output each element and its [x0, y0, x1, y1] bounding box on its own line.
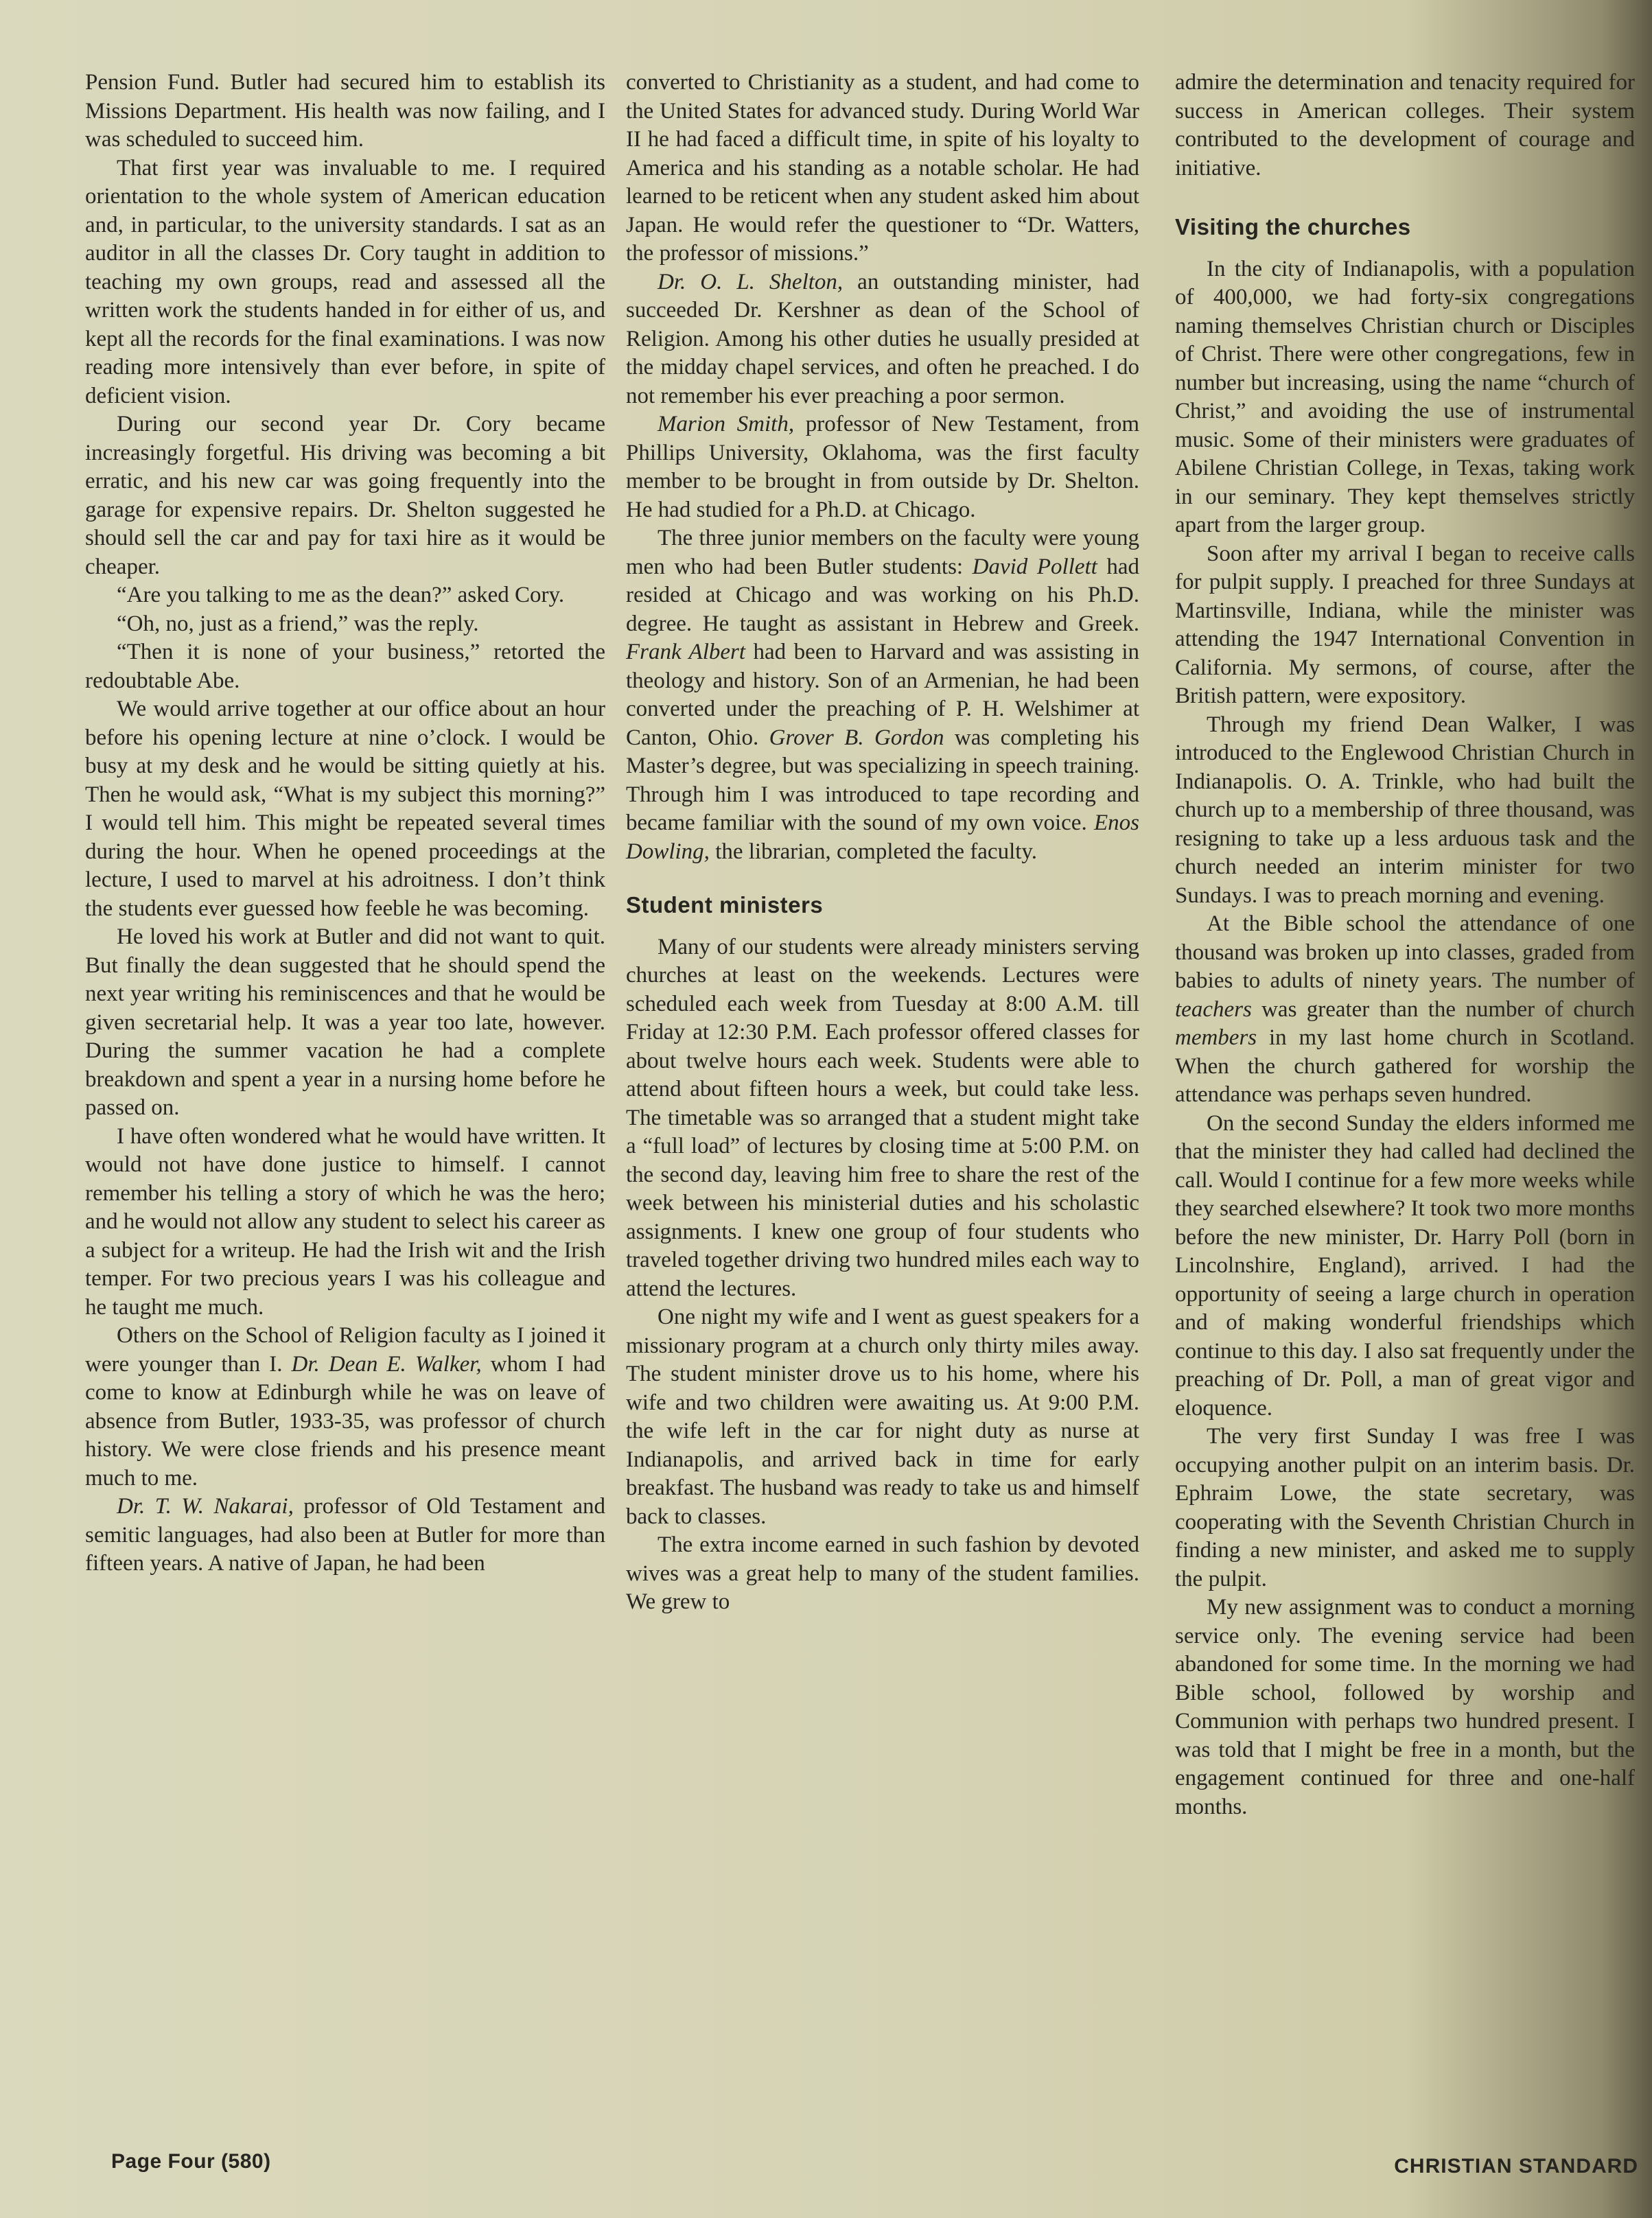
faculty-name: Frank Albert — [626, 640, 746, 664]
paragraph: “Then it is none of your business,” retorted the redoubtable Abe. — [85, 640, 605, 693]
paragraph: My new assignment was to conduct a morning service only. The evening service had been abandoned for some time. In the morning we had Bible school, followed by worship and Communion with perhaps two hundred present. I was told that I might be free in a month, but the engagement continued for three and one-half months. — [1175, 1595, 1635, 1819]
text-column-1 — [85, 69, 605, 1578]
paragraph: One night my wife and I went as guest speakers for a missionary program at a church only thirty miles away. The student minister drove us to his home, where his wife and two children were awaiting us. At 9:00 P.M. the wife left in the car for night duty as nurse at Indianapolis, and arrived back in time for early breakfast. The husband was ready to take us and himself back to classes. — [626, 1305, 1139, 1529]
text-span: an outstanding minister, had succeeded Dr. Kershner as dean of the School of Religion. Among his other duties he usually presided at the midday chapel services, and often he preached. I do not remember his ever preaching a poor sermon. — [626, 269, 1140, 408]
paragraph: Many of our students were already ministers serving churches at least on the weekends. Lectures were scheduled each week from Tuesday at 8:00 A.M. till Friday at 12:30 P.M. Each professor offered classes for about twelve hours each week. Students were able to attend about fifteen hours a week, but could take less. The timetable was so arranged that a student might take a “full load” of lectures by closing time at 5:00 P.M. on the second day, leaving him free to share the rest of the week between his ministerial duties and his scholastic assignments. I knew one group of four students who traveled together driving two hundred miles each way to attend the lectures. — [626, 934, 1139, 1301]
paragraph: That first year was invaluable to me. I required orientation to the whole system of American education and, in particular, to the university standards. I sat as an auditor in all the classes Dr. Cory taught in addition to teaching my own groups, read and assessed all the written work the students handed in for either of us, and kept all the records for the final examinations. I was now reading more intensively than ever before, in spite of deficient vision. — [85, 155, 605, 408]
faculty-name: Marion Smith, — [658, 412, 795, 436]
paragraph: In the city of Indianapolis, with a population of 400,000, we had forty-six congregations naming themselves Christian church or Disciples of Christ. There were other congregations, few in number but increasing, using the name “church of Christ,” and avoiding the use of instrumental music. Some of their ministers were graduates of Abilene Christian College, in Texas, taking work in our seminary. They kept themselves strictly apart from the larger group. — [1175, 256, 1635, 537]
paragraph: converted to Christianity as a student, and had come to the United States for advanced study. During World War II he had faced a difficult time, in spite of his loyalty to America and his standing as a notable scholar. He had learned to be reticent when any student asked him about Japan. He would refer the questioner to “Dr. Watters, the professor of missions.” — [626, 70, 1139, 266]
faculty-name: David Pollett — [972, 554, 1097, 579]
text-span: Others on the School of Religion faculty as I joined it were younger than I. — [85, 1323, 605, 1377]
paragraph: “Oh, no, just as a friend,” was the reply. — [117, 611, 479, 636]
paragraph — [85, 1493, 605, 1578]
faculty-name: Dr. Dean E. Walker, — [291, 1351, 482, 1377]
text-span: in my last home church in Scotland. When the church gathered for worship the attendance was perhaps seven hundred. — [1175, 1025, 1635, 1107]
text-column-3 — [1175, 69, 1635, 1821]
emphasis: teachers — [1175, 996, 1252, 1022]
paragraph: “Are you talking to me as the dean?” asked Cory. — [117, 583, 565, 607]
text-span: whom I had come to know at Edinburgh while he was on leave of absence from Butler, 1933-35, was professor of church history. We were close friends and his presence meant much to me. — [85, 1351, 606, 1491]
paragraph: He loved his work at Butler and did not want to quit. But finally the dean suggested that he should spend the next year writing his reminiscences and that he would be given secretarial help. It was a year too late, however. During the summer vacation he had a complete breakdown and spent a year in a nursing home before he passed on. — [85, 924, 605, 1120]
text-span: was completing his Master’s degree, but was specializing in speech training. Through him I was introduced to tape recording and became familiar with the sound of my own voice. — [626, 725, 1140, 835]
paragraph: We would arrive together at our office about an hour before his opening lecture at nine o’clock. I would be busy at my desk and he would be sitting quietly at his. Then he would ask, “What is my subject this morning?” I would tell him. This might be repeated several times during the hour. When he opened proceedings at the lecture, I used to marvel at his adroitness. I don’t think the students ever guessed how feeble he was becoming. — [85, 697, 605, 921]
faculty-name: Dr. O. L. Shelton, — [658, 269, 844, 294]
text-span: was greater than the number of church — [1261, 996, 1635, 1022]
paragraph: The very first Sunday I was free I was occupying another pulpit on an interim basis. Dr. Ephraim Lowe, the state secretary, was cooperating with the Seventh Christian Church in finding a new minister, and asked me to supply the pulpit. — [1175, 1424, 1635, 1591]
text-span: At the Bible school the attendance of one thousand was broken up into classes, graded from babies to adults of ninety years. The number of — [1175, 911, 1635, 993]
paragraph: The extra income earned in such fashion by devoted wives was a great help to many of the student families. We grew to — [626, 1532, 1139, 1614]
paragraph: I have often wondered what he would have written. It would not have done justice to himself. I cannot remember his telling a story of which he was the hero; and he would not allow any student to select his career as a subject for a writeup. He had the Irish wit and the Irish temper. For two precious years I was his colleague and he taught me much. — [85, 1123, 605, 1320]
text-span: professor of Old Testament and semitic languages, had also been at Butler for more than fifteen years. A native of Japan, he had been — [85, 1494, 605, 1576]
section-heading: Student ministers — [626, 892, 824, 918]
paragraph — [626, 268, 1139, 411]
publication-title-footer: CHRISTIAN STANDARD — [1394, 2155, 1638, 2178]
emphasis: members — [1175, 1025, 1257, 1050]
paragraph — [85, 1322, 605, 1493]
paragraph — [626, 410, 1139, 524]
text-column-2 — [626, 69, 1139, 1617]
faculty-name: Enos Dowling, — [626, 810, 1140, 864]
text-span: the librarian, completed the faculty. — [715, 839, 1038, 864]
paragraph: Through my friend Dean Walker, I was introduced to the Englewood Christian Church in Indianapolis. O. A. Trinkle, who had built the church up to a membership of three thousand, was resigning to take up a less arduous task and the church needed an interim minister for two Sundays. I was to preach morning and evening. — [1175, 712, 1635, 908]
paragraph: Pension Fund. Butler had secured him to establish its Missions Department. His health was now failing, and I was scheduled to succeed him. — [85, 70, 605, 152]
paragraph: admire the determination and tenacity required for success in American colleges. Their system contributed to the development of courage and initiative. — [1175, 70, 1635, 180]
text-span: professor of New Testament, from Phillips University, Oklahoma, was the first faculty member to be brought in from outside by Dr. Shelton. He had studied for a Ph.D. at Chicago. — [626, 412, 1139, 522]
page-number-footer: Page Four (580) — [111, 2150, 271, 2173]
text-span: had been to Harvard and was assisting in theology and history. Son of an Armenian, he had been converted under the preaching of P. H. Welshimer at Canton, Ohio. — [626, 640, 1139, 750]
text-span: had resided at Chicago and was working on his Ph.D. degree. He taught as assistant in Hebrew and Greek. — [626, 554, 1140, 636]
text-span: The three junior members on the faculty were young men who had been Butler students: — [626, 526, 1139, 579]
paragraph — [1175, 910, 1635, 1110]
faculty-name: Grover B. Gordon — [769, 725, 944, 750]
section-heading: Visiting the churches — [1175, 214, 1411, 240]
faculty-name: Dr. T. W. Nakarai, — [117, 1494, 294, 1519]
paragraph: On the second Sunday the elders informed me that the minister they had called had declined the call. Would I continue for a few more weeks while they searched elsewhere? It took two more months before the new minister, Dr. Harry Poll (born in Lincolnshire, England), arrived. I had the opportunity of seeing a large church in operation and of making wonderful friendships which continue to this day. I also sat frequently under the preaching of Dr. Poll, a man of great vigor and eloquence. — [1175, 1110, 1635, 1421]
paragraph: Soon after my arrival I began to receive calls for pulpit supply. I preached for three Sundays at Martinsville, Indiana, while the minister was attending the 1947 International Convention in California. My sermons, of course, after the British pattern, were expository. — [1175, 541, 1635, 708]
paragraph — [626, 524, 1139, 866]
paragraph: During our second year Dr. Cory became increasingly forgetful. His driving was becoming a bit erratic, and his new car was going frequently into the garage for expensive repairs. Dr. Shelton suggested he should sell the car and pay for taxi hire as it would be cheaper. — [85, 412, 605, 579]
